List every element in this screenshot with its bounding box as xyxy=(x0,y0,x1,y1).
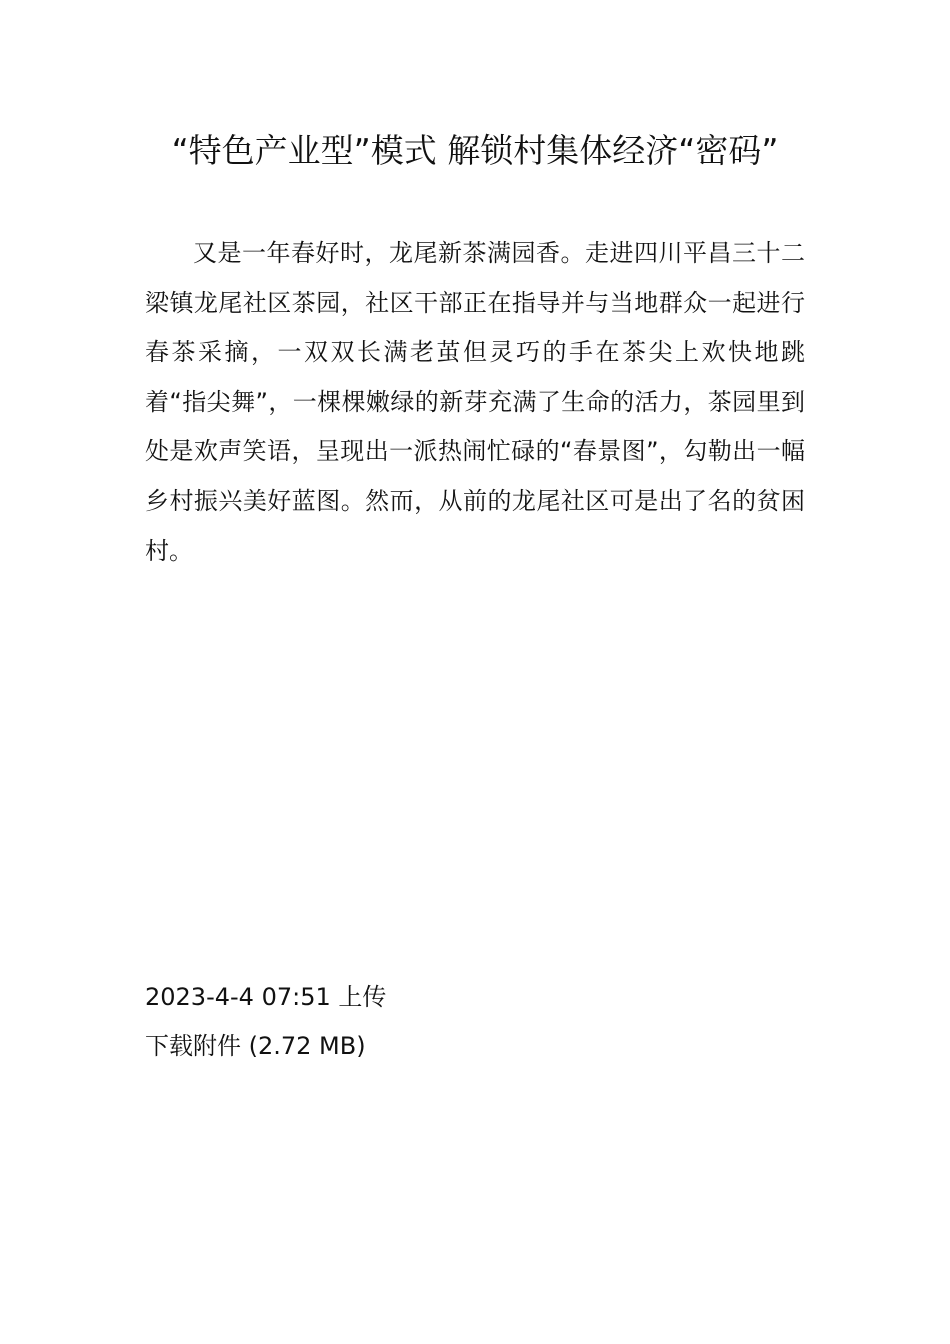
download-attachment-link[interactable]: 下载附件 (2.72 MB) xyxy=(145,1032,366,1060)
article-title: “特色产业型”模式 解锁村集体经济“密码” xyxy=(171,131,779,170)
article-paragraph: 又是一年春好时，龙尾新茶满园香。走进四川平昌三十二梁镇龙尾社区茶园，社区干部正在指导并与当地群众一起进行春茶采摘，一双双长满老茧但灵巧的手在茶尖上欢快地跳着“指尖舞”，一棵棵嫩绿的新芽充满了生命的活力，茶园里到处是欢声笑语，呈现出一派热闹忙碌的“春景图”，勾勒出一幅乡村振兴美好蓝图。然而，从前的龙尾社区可是出了名的贫困村。 xyxy=(145,239,805,565)
upload-time: 2023-4-4 07:51 上传 xyxy=(145,983,387,1011)
